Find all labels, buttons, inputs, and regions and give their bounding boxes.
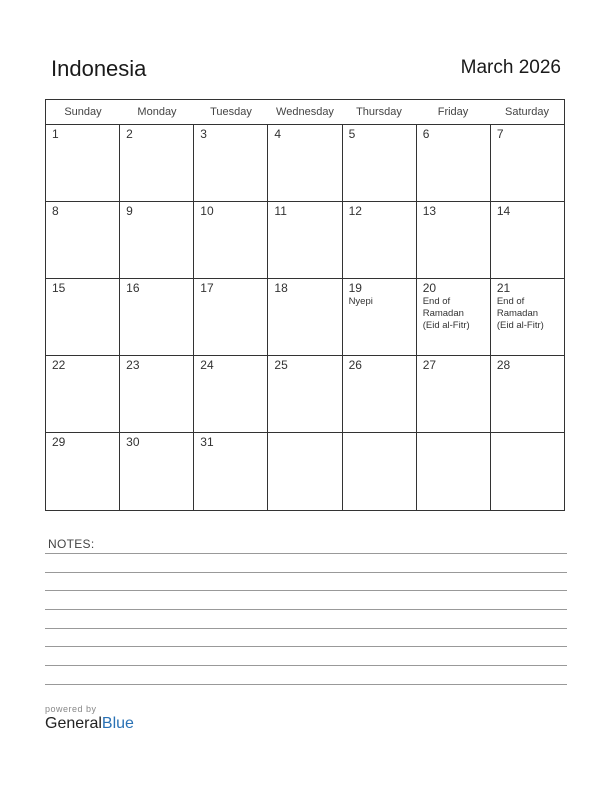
day-cell (194, 356, 268, 432)
day-number: 10 (200, 204, 214, 218)
day-number: 8 (52, 204, 59, 218)
day-cell (417, 356, 491, 432)
day-cell (46, 356, 120, 432)
country-title: Indonesia (51, 56, 147, 81)
day-cell (46, 433, 120, 510)
day-number: 22 (52, 358, 66, 372)
note-line (45, 553, 567, 554)
day-number: 9 (126, 204, 133, 218)
month-year-title: March 2026 (460, 57, 561, 78)
day-number: 11 (274, 204, 287, 218)
day-cell (46, 279, 120, 355)
day-cell (120, 433, 194, 510)
day-cell (343, 433, 417, 510)
day-number: 5 (348, 127, 356, 141)
day-cell (194, 279, 268, 355)
day-cell (194, 433, 268, 510)
holiday-label: End of Ramadan (Eid al-Fitr) (496, 296, 544, 331)
day-number: 21 (496, 281, 511, 295)
day-number: 15 (52, 281, 66, 295)
day-number: 18 (274, 281, 288, 295)
day-number: 4 (274, 127, 282, 141)
note-line (45, 665, 567, 666)
notes-label: NOTES: (48, 537, 95, 551)
brand-logo (45, 704, 134, 733)
day-cell (491, 433, 564, 510)
day-number: 24 (200, 358, 214, 372)
day-cell (491, 125, 564, 201)
brand-wordmark (45, 715, 134, 733)
day-number: 3 (200, 127, 207, 141)
day-number: 27 (422, 358, 437, 372)
day-number: 19 (348, 281, 362, 295)
note-line (45, 609, 567, 610)
day-cell (417, 279, 491, 355)
weekday-header: Saturday (504, 106, 550, 118)
day-number: 26 (348, 358, 362, 372)
day-cell (120, 356, 194, 432)
holiday-label: End of Ramadan (Eid al-Fitr) (422, 296, 470, 331)
day-number: 6 (422, 127, 430, 141)
day-cell (343, 202, 417, 278)
day-cell (46, 202, 120, 278)
note-line (45, 572, 567, 573)
day-cell (194, 125, 268, 201)
day-cell (491, 356, 564, 432)
day-cell (343, 356, 417, 432)
day-cell (268, 202, 342, 278)
note-line (45, 684, 567, 685)
day-number: 17 (200, 281, 214, 295)
day-number: 25 (274, 358, 288, 372)
weekday-header: Thursday (356, 106, 402, 118)
weekday-header: Sunday (64, 106, 102, 118)
weekday-header: Friday (437, 106, 469, 118)
week-row (46, 125, 564, 202)
day-cell (120, 125, 194, 201)
day-number: 1 (52, 127, 59, 141)
day-cell (268, 433, 342, 510)
day-number: 2 (126, 127, 133, 141)
week-row (46, 356, 564, 433)
day-number: 29 (52, 435, 66, 449)
day-number: 23 (126, 358, 140, 372)
day-cell (194, 202, 268, 278)
day-cell (120, 279, 194, 355)
weekday-header: Wednesday (276, 106, 334, 118)
day-cell (417, 433, 491, 510)
note-line (45, 646, 567, 647)
brand-blue: Blue (101, 715, 134, 732)
week-row (46, 433, 564, 510)
day-number: 13 (422, 204, 437, 218)
day-cell (343, 279, 417, 355)
weekday-header: Tuesday (210, 106, 252, 118)
day-number: 31 (200, 435, 214, 449)
weekday-header: Monday (137, 106, 177, 118)
weeks-container (46, 125, 564, 510)
day-cell (120, 202, 194, 278)
day-cell (491, 202, 564, 278)
day-number: 7 (496, 127, 504, 141)
day-cell (46, 125, 120, 201)
note-line (45, 590, 567, 591)
brand-general: General (45, 715, 102, 732)
note-line (45, 628, 567, 629)
day-number: 20 (422, 281, 437, 295)
week-row (46, 202, 564, 279)
day-number: 30 (126, 435, 140, 449)
day-cell (343, 125, 417, 201)
day-cell (417, 202, 491, 278)
day-cell (268, 279, 342, 355)
day-number: 28 (496, 358, 511, 372)
holiday-label: Nyepi (348, 296, 373, 307)
day-cell (268, 356, 342, 432)
weekday-header-row (46, 100, 564, 125)
powered-by-text: powered by (45, 704, 97, 714)
day-cell (417, 125, 491, 201)
day-cell (491, 279, 564, 355)
day-number: 16 (126, 281, 140, 295)
day-number: 14 (496, 204, 511, 218)
day-number: 12 (348, 204, 362, 218)
calendar-grid (45, 99, 565, 511)
day-cell (268, 125, 342, 201)
week-row (46, 279, 564, 356)
